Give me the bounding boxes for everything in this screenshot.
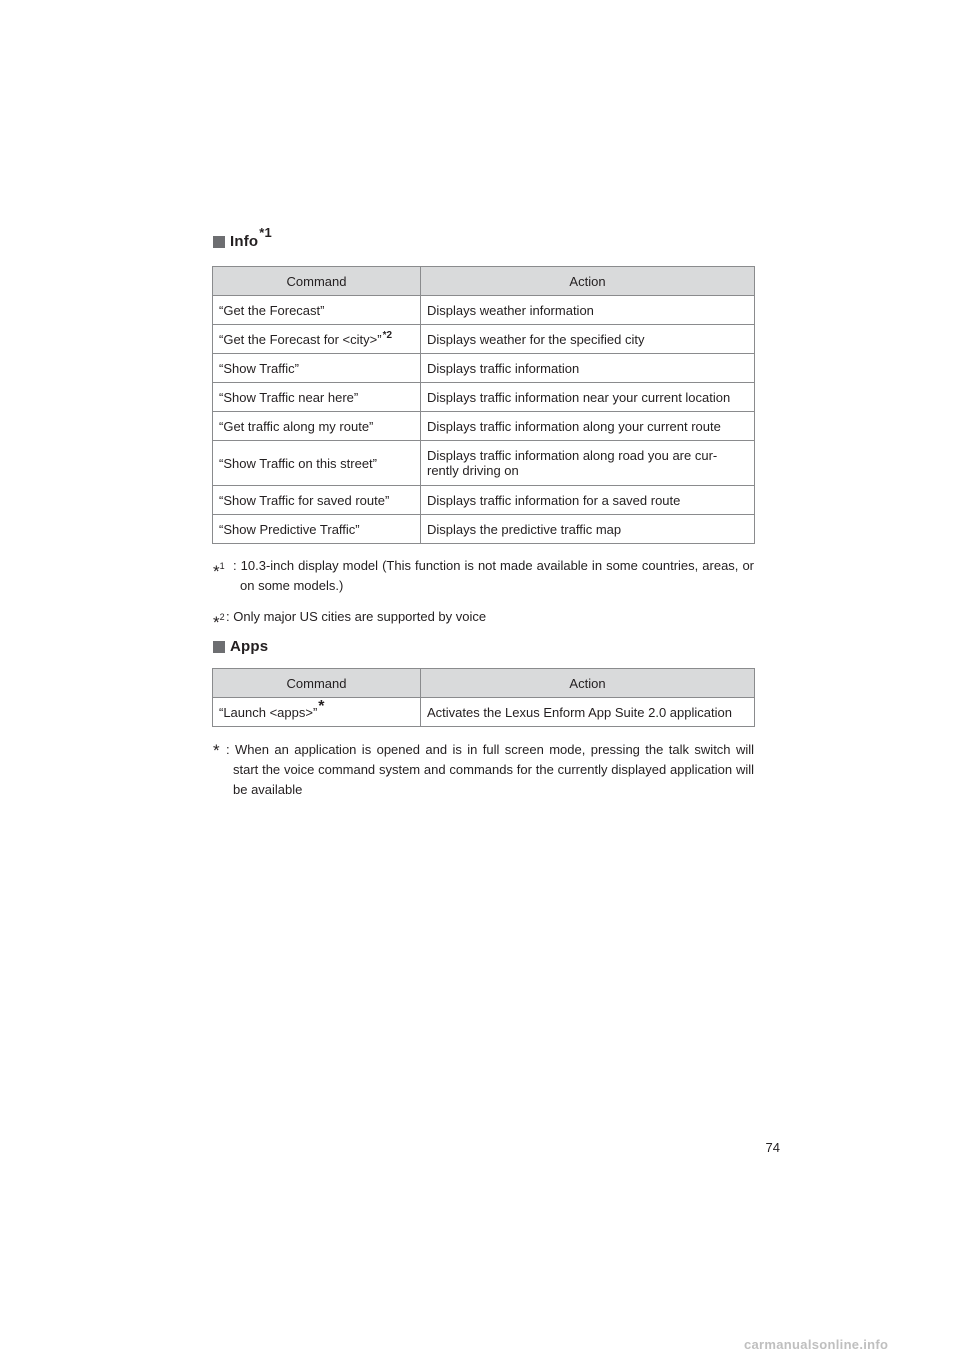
action-cell: Displays weather information: [421, 296, 755, 325]
footnote-text: : When an application is opened and is in full screen mode, pressing the talk switch will start the voice command system and commands for the currently displayed application will be available: [226, 742, 754, 797]
command-cell: [213, 441, 421, 486]
table-header-row: [213, 669, 755, 698]
command-cell: [213, 325, 421, 354]
command-cell: [213, 698, 421, 727]
square-bullet-icon: [213, 641, 225, 653]
column-header-command: Command: [213, 669, 421, 698]
table-row: [213, 325, 755, 354]
apps-heading-text: Apps: [230, 638, 269, 655]
command-text: “Launch <apps>”: [219, 704, 318, 720]
footnote-1: [213, 556, 754, 596]
action-cell: Displays traffic information along your current route: [421, 412, 755, 441]
footnote-marker: *$^1$: [213, 561, 225, 581]
table-row: [213, 383, 755, 412]
footnote-2: [213, 607, 754, 632]
command-cell: [213, 354, 421, 383]
action-cell: Displays weather for the specified city: [421, 325, 755, 354]
command-cell: [213, 383, 421, 412]
column-header-action: Action: [421, 267, 755, 296]
command-text: “Get traffic along my route”: [219, 418, 374, 434]
column-header-action: Action: [421, 669, 755, 698]
command-text: “Show Predictive Traffic”: [219, 521, 360, 537]
table-row: [213, 354, 755, 383]
command-cell: [213, 515, 421, 544]
command-cell: [213, 412, 421, 441]
command-cell: [213, 296, 421, 325]
table-header-row: [213, 267, 755, 296]
action-cell: Activates the Lexus Enform App Suite 2.0 application: [421, 698, 755, 727]
action-cell: Displays the predictive traffic map: [421, 515, 755, 544]
footnote-marker: *$^2$: [213, 612, 225, 632]
apps-footnote: [213, 740, 754, 800]
command-text: “Show Traffic near here”: [219, 389, 359, 405]
command-text: “Show Traffic on this street”: [219, 455, 377, 471]
action-cell: Displays traffic information for a saved route: [421, 486, 755, 515]
command-cell: [213, 486, 421, 515]
table-row: [213, 486, 755, 515]
command-text: “Get the Forecast”: [219, 302, 325, 318]
page-number: 74: [765, 1140, 780, 1155]
info-heading-text: Info: [230, 233, 259, 250]
table-row: [213, 412, 755, 441]
action-cell: Displays traffic information along road you are cur-rently driving on: [421, 441, 755, 486]
table-row: [213, 698, 755, 727]
command-marker: *2: [382, 330, 393, 342]
footnote-text: : Only major US cities are supported by voice: [226, 609, 487, 624]
footnote-marker: *: [213, 741, 220, 760]
action-cell: Displays traffic information: [421, 354, 755, 383]
apps-command-table: [212, 668, 755, 727]
command-text: “Get the Forecast for <city>”: [219, 331, 382, 347]
command-text: “Show Traffic for saved route”: [219, 492, 390, 508]
command-text: “Show Traffic”: [219, 360, 299, 376]
watermark-text: carmanualsonline.info: [744, 1337, 889, 1352]
info-command-table: [212, 266, 755, 544]
action-cell: Displays traffic information near your current location: [421, 383, 755, 412]
apps-heading: [213, 638, 268, 656]
command-marker: *: [318, 698, 325, 716]
info-heading: Info *1: [213, 233, 272, 251]
table-row: [213, 441, 755, 486]
footnote-text: : 10.3-inch display model (This function is not made available in some countries, areas, or on some models.): [233, 558, 754, 593]
square-bullet-icon: [213, 236, 225, 248]
table-row: [213, 515, 755, 544]
table-row: [213, 296, 755, 325]
column-header-command: Command: [213, 267, 421, 296]
